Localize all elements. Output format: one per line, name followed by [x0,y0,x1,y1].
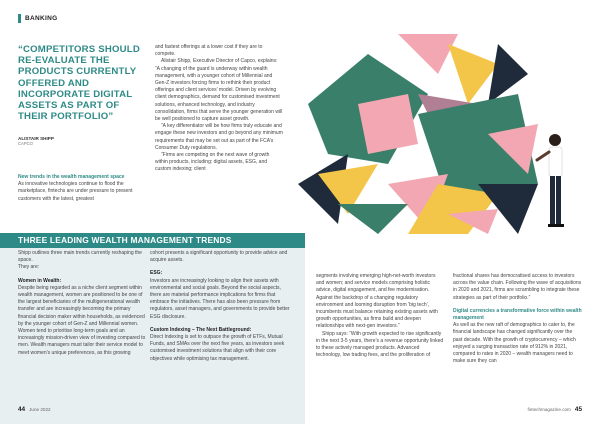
pull-quote-company: CAPCO [18,141,33,147]
middle-paragraph-1: and fastest offerings at a lower cost if they are to compete. [155,44,263,58]
trend-women-text: Despite being regarded as a niche client segment within wealth management, women are positioned to be one of the largest beneficiaries of the multigenerational wealth transfer and are increasingly becoming the primary financial decision maker within households, as evidenced by the younger cohort of Gen-Z and Millennial women. Women tend to prioritise long-term goals and an increasingly mission-driven view of investing compared to men. Wealth managers must tailor their service model to meet women’s unique preferences, as this growing [18,284,146,356]
trends-intro-2: They are: [18,264,40,271]
page-number-left: 44 [18,406,26,413]
left-intro-paragraph: As innovative technologies continue to flood the marketplace, fintechs are under pressure to present customers with the latest, greatest [18,181,133,202]
middle-paragraph-2: Alistair Shipp, Executive Director of Capco, explains: “A changing of the guard is underway within wealth management, with a younger cohort of Millennial and Gen-Z investors forcing firms to rethink their product offerings and client services’ model. Driven by evolving client demographics, demand for customised investment solutions, enhanced technology, and industry consolidation, firms that serve the younger generation will be well positioned to capture asset growth. [155,58,283,123]
trend-women-text-cont: cohort presents a significant opportunity to provide advice and acquire assets. [150,250,288,264]
trend-indexing-heading: Custom Indexing – The Next Battleground: [150,326,252,333]
middle-paragraph-4: “Firms are competing on the next wave of growth within products, including: digital assets, ESG, and custom indexing; client [155,152,270,173]
illus-green-lower [338,204,408,234]
section-tag-bar [18,14,21,23]
right-col1-paragraph-2: Shipp says: “With growth expected to rise significantly in the next 3-5 years, there’s a revenue opportunity linked to these actively managed products. Advanced technology, low trading fees, and the proliferation of [316,330,444,359]
right-col1-paragraph-1: segments involving emerging high-net-worth investors and women; and service models comprising holistic advice, digital engagement, and fee modernisation. Against the backdrop of a changing regulatory environment and looming disruption from ‘big tech’, incumbents must balance retaining existing assets with growth opportunities, as firms build and deepen relationships with next-gen investors.” [316,273,438,330]
trends-intro: Shipp outlines three main trends currently reshaping the space. [18,250,142,264]
illus-pink-square [358,94,418,154]
right-column-2 [453,273,583,365]
trend-esg-text: Investors are increasingly looking to align their assets with environmental and social goals. Beyond the social aspects, there are material performance implications for firms that embrace the initiatives. There has also been pressure from regulators, asset managers, and governments to provide better ESG disclosure. [150,277,290,320]
right-column-1 [316,273,444,359]
folio-right [527,406,582,413]
section-tag [18,14,57,23]
trend-women-heading: Women in Wealth: [18,277,62,284]
trends-right-column [150,250,292,363]
folio-left [18,406,51,413]
pull-quote [18,44,146,146]
middle-column [155,44,283,174]
trend-indexing-text: Direct Indexing is set to outpace the growth of ETFs, Mutual Funds, and SMAs over the next five years, as investors seek customised investment solutions that align with their core objectives while optimising tax management. [150,334,285,362]
trends-title: THREE LEADING WEALTH MANAGEMENT TRENDS [0,233,305,248]
left-intro-subhead: New trends in the wealth management space [18,174,125,180]
geometric-illustration [298,34,558,234]
left-intro-column [18,174,146,203]
site-url: fintechmagazine.com [527,407,571,412]
right-col2-paragraph-2: As well as the new raft of demographics to cater to, the financial landscape has changed significantly over the past decade. With the growth of cryptocurrency – which enjoyed a surging transaction rate of 912% in 2021, compared to rates in 2020 – wealth managers need to make sure they can [453,322,576,365]
trends-left-column [18,250,146,357]
pull-quote-text: “COMPETITORS SHOULD RE-EVALUATE THE PRODUCTS CURRENTLY OFFERED AND INCORPORATE DIGITAL ASSETS AS PART OF THEIR PORTFOLIO” [18,44,140,123]
right-col2-subhead: Digital currencies a transformative force within wealth management [453,307,582,322]
issue-date: June 2022 [29,407,51,412]
middle-paragraph-3: “A key differentiator will be how firms truly educate and engage these new investors and go beyond any minimum requirements that may be set out as part of the FCA’s Consumer Duty regulations. [155,123,283,151]
trend-esg-heading: ESG: [150,270,163,277]
section-tag-label: BANKING [25,15,58,22]
right-col2-paragraph-1: fractional shares has democratised access to investors across the value chain. Following the wave of acquisitions in 2020 and 2021, firms are scrambling to integrate these strategies as part of their portfolio.” [453,273,582,301]
page-number-right: 45 [574,406,582,413]
pull-quote-author: ALISTAIR SHIPP [18,136,54,142]
illus-navy-shape [488,44,528,104]
illus-pink-triangle [398,34,458,74]
person-figure [533,130,573,242]
